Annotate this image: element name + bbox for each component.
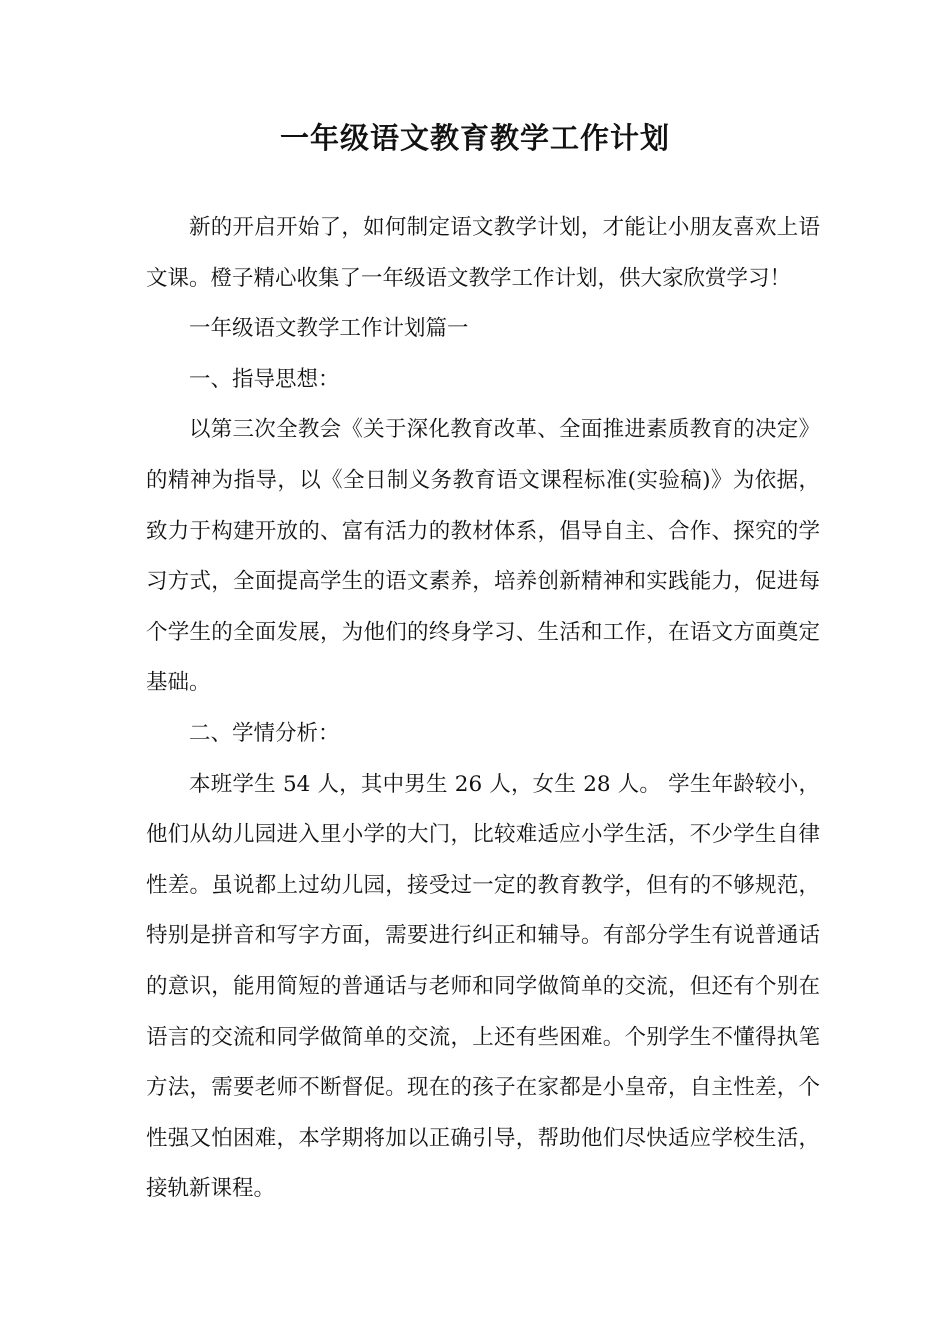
student-analysis-paragraph: 本班学生 54 人，其中男生 26 人，女生 28 人。 学生年龄较小，他们从幼儿园进入里小学的大门，比较难适应小学生活，不少学生自律性差。虽说都上过幼儿园，接受过一定的教育教学，但有的不够规范，特别是拼音和写字方面，需要进行纠正和辅导。有部分学生有说普通话的意识，能用简短的普通话与老师和同学做简单的交流，但还有个别在语言的交流和同学做简单的交流，上还有些困难。个别学生不懂得执笔方法，需要老师不断督促。现在的孩子在家都是小皇帝，自主性差，个性强又怕困难，本学期将加以正确引导，帮助他们尽快适应学校生活，接轨新课程。	[146, 771, 820, 1202]
section-heading-student-analysis: 二、学情分析：	[189, 720, 340, 746]
section-heading-plan-one: 一年级语文教学工作计划篇一	[189, 316, 469, 342]
document-body	[146, 203, 820, 1215]
section-heading-guiding-ideology: 一、指导思想：	[189, 366, 340, 392]
guiding-ideology-paragraph: 以第三次全教会《关于深化教育改革、全面推进素质教育的决定》的精神为指导，以《全日制义务教育语文课程标准(实验稿)》为依据，致力于构建开放的、富有活力的教材体系，倡导自主、合作、探究的学习方式，全面提高学生的语文素养，培养创新精神和实践能力，促进每个学生的全面发展，为他们的终身学习、生活和工作，在语文方面奠定基础。	[146, 417, 820, 696]
document-title: 一年级语文教育教学工作计划	[279, 121, 670, 155]
intro-paragraph: 新的开启开始了，如何制定语文教学计划，才能让小朋友喜欢上语文课。橙子精心收集了一年级语文教学工作计划，供大家欣赏学习！	[146, 215, 820, 291]
